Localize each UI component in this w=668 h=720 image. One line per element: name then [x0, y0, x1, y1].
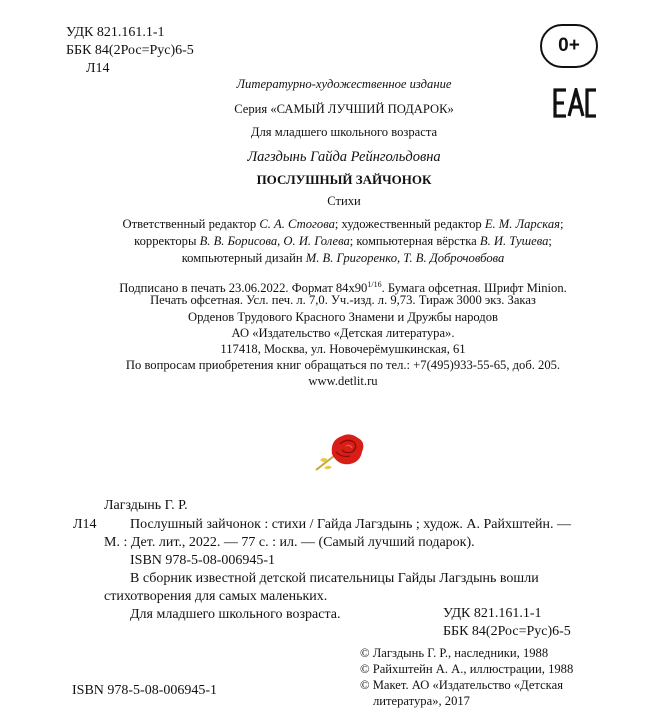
- credits-line-1: [108, 216, 578, 233]
- credit-label: Ответственный редактор: [122, 217, 260, 231]
- card-code: Л14: [73, 517, 97, 532]
- credit-label: ; художественный редактор: [334, 217, 485, 231]
- credit-label: корректоры: [134, 234, 200, 248]
- udk-code: УДК 821.161.1-1: [66, 25, 165, 40]
- card-description-2: М. : Дет. лит., 2022. — 77 с. : ил. — (Самый лучший подарок).: [104, 535, 475, 550]
- publisher-phone: По вопросам приобретения книг обращаться по тел.: +7(495)933-55-65, доб. 205.: [125, 358, 561, 372]
- credit-punct: ;: [548, 234, 552, 248]
- card-author: Лагздынь Г. Р.: [104, 498, 188, 513]
- publisher-address: 117418, Москва, ул. Новочерёмушкинская, 61: [220, 342, 466, 356]
- card-description-1: Послушный зайчонок : стихи / Гайда Лагздынь ; худож. А. Райхштейн. —: [130, 517, 572, 532]
- book-title: ПОСЛУШНЫЙ ЗАЙЧОНОК: [256, 172, 432, 187]
- print-info-text: Подписано в печать 23.06.2022. Формат 84x90: [119, 281, 368, 296]
- edition-type: Литературно-художественное издание: [236, 77, 452, 91]
- print-info-text: . Бумага офсетная. Шрифт Minion.: [381, 281, 567, 296]
- credits-line-3: [108, 250, 578, 267]
- age-rating-label: 0+: [558, 35, 580, 56]
- credit-punct: ;: [560, 217, 564, 231]
- publisher-website[interactable]: www.detlit.ru: [308, 374, 378, 388]
- publisher-name: АО «Издательство «Детская литература».: [231, 326, 455, 340]
- card-bbk: ББК 84(2Рос=Рус)6-5: [443, 624, 571, 639]
- copyright-line-4: литература», 2017: [373, 694, 470, 708]
- card-annotation-2: стихотворения для самых маленьких.: [104, 589, 328, 604]
- bbk-code: ББК 84(2Рос=Рус)6-5: [66, 43, 194, 58]
- credit-name: М. В. Григоренко, Т. В. Доброчовбова: [305, 251, 505, 265]
- copyright-line-3: © Макет. АО «Издательство «Детская: [360, 678, 563, 692]
- age-note: Для младшего школьного возраста: [250, 125, 438, 139]
- card-udk: УДК 821.161.1-1: [443, 606, 542, 621]
- format-fraction: 1/16: [367, 280, 382, 289]
- age-rating-badge: [540, 24, 598, 68]
- copyright-line-2: © Райхштейн А. А., иллюстрации, 1988: [360, 662, 574, 676]
- card-isbn: ISBN 978-5-08-006945-1: [130, 553, 276, 568]
- credit-name: В. И. Тушева: [479, 234, 549, 248]
- card-annotation-1: В сборник известной детской писательницы Гайды Лагздынь вошли: [130, 571, 539, 586]
- copyright-line-1: © Лагздынь Г. Р., наследники, 1988: [360, 646, 549, 660]
- card-annotation-3: Для младшего школьного возраста.: [130, 607, 341, 622]
- print-info-line-2: Печать офсетная. Усл. печ. л. 7,0. Уч.-изд. л. 9,73. Тираж 3000 экз. Заказ: [150, 293, 536, 307]
- book-genre: Стихи: [327, 194, 361, 208]
- series-name: Серия «САМЫЙ ЛУЧШИЙ ПОДАРОК»: [234, 102, 454, 116]
- rose-icon: [312, 430, 368, 474]
- publisher-order: Орденов Трудового Красного Знамени и Дружбы народов: [188, 310, 498, 324]
- author-code: Л14: [86, 61, 110, 76]
- credit-label: ; компьютерная вёрстка: [349, 234, 480, 248]
- book-author: Лагздынь Гайда Рейнгольдовна: [247, 149, 441, 165]
- credit-label: компьютерный дизайн: [181, 251, 306, 265]
- isbn-bottom: ISBN 978-5-08-006945-1: [72, 683, 218, 698]
- credits-line-2: [108, 233, 578, 250]
- credit-name: В. В. Борисова, О. И. Голева: [199, 234, 350, 248]
- credit-name: Е. М. Ларская: [484, 217, 561, 231]
- credit-name: С. А. Стогова: [259, 217, 335, 231]
